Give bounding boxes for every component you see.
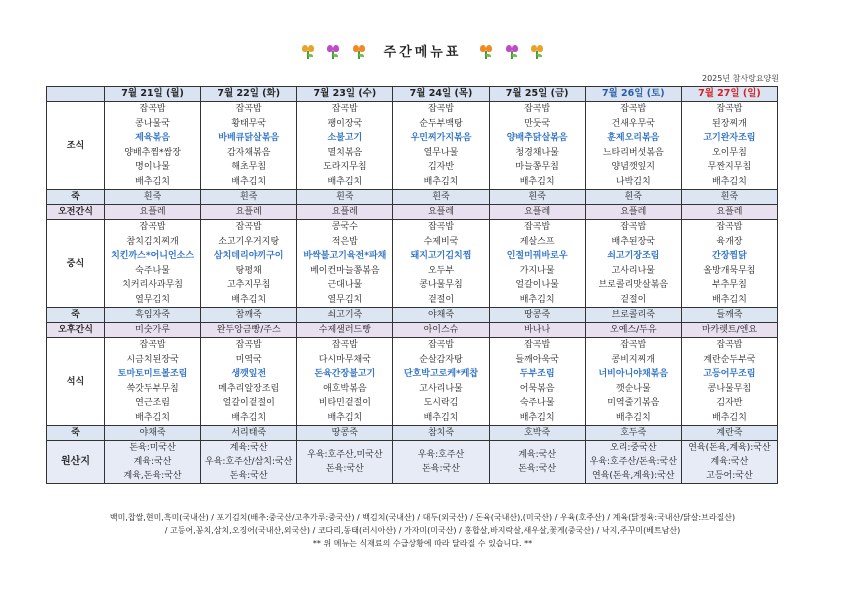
menu-cell: 아이스슈 bbox=[393, 323, 489, 338]
menu-item: 배추김치 bbox=[327, 412, 363, 423]
menu-item: 순두부백탕 bbox=[419, 118, 463, 129]
menu-item: 잡곡밥 bbox=[235, 340, 262, 350]
menu-cell: 요플레 bbox=[105, 205, 201, 220]
menu-item: 육개장 bbox=[716, 236, 743, 247]
menu-item: 청경채나물 bbox=[515, 147, 559, 158]
menu-item: 배추김치 bbox=[231, 412, 267, 423]
menu-item: 잡곡밥 bbox=[524, 104, 551, 114]
main-dish: 돼지고기김치찜 bbox=[410, 251, 472, 261]
origin-footnote: 백미,찹쌀,현미,흑미(국내산) / 포기김치(배추:중국산/고추가루:중국산) / 백김치(국내산) / 대두(외국산) / 돈육(국내산),(미국산) / 우육(호주산) / 계육(닭정육:국내산/닭살:브라질산) bbox=[109, 513, 736, 522]
main-dish: 고기완자조림 bbox=[703, 133, 756, 143]
menu-cell: 흑임자죽 bbox=[105, 308, 201, 323]
main-dish: 소불고기 bbox=[327, 133, 363, 143]
main-dish: 토마토미트볼조림 bbox=[117, 369, 188, 379]
menu-item: 잡곡밥 bbox=[427, 104, 455, 114]
main-dish: 인절미꿔바로우 bbox=[506, 251, 568, 261]
menu-item: 배추김치 bbox=[712, 176, 747, 187]
menu-item: 콩비지찌개 bbox=[611, 354, 656, 365]
menu-item: 배추김치 bbox=[231, 294, 267, 305]
main-dish: 두부조림 bbox=[519, 369, 555, 379]
menu-item: 소고기우거지탕 bbox=[218, 236, 280, 247]
meal-label: 죽 bbox=[47, 308, 105, 323]
menu-item: 배추김치 bbox=[135, 176, 170, 187]
menu-item: 배추된장국 bbox=[611, 236, 656, 247]
menu-item: 애호박볶음 bbox=[323, 383, 367, 394]
main-dish: 생깻잎전 bbox=[231, 369, 267, 379]
menu-item: 해초무침 bbox=[231, 162, 267, 172]
meal-row bbox=[47, 338, 778, 426]
menu-item: 숙주나물 bbox=[519, 398, 555, 408]
menu-item: 배추김치 bbox=[423, 176, 459, 187]
menu-item: 열무김치 bbox=[327, 294, 363, 305]
flower-icon bbox=[327, 45, 339, 59]
menu-item: 감자채볶음 bbox=[226, 147, 271, 158]
flower-icon bbox=[531, 45, 543, 59]
menu-cell bbox=[585, 338, 681, 426]
menu-cell: 완두앙금빵/주스 bbox=[201, 323, 297, 338]
menu-cell: 흰죽 bbox=[201, 190, 297, 205]
menu-item: 탕평채 bbox=[235, 265, 262, 276]
menu-cell bbox=[393, 338, 489, 426]
menu-item: 잡곡밥 bbox=[620, 104, 647, 114]
menu-item: 콩나물무침 bbox=[419, 280, 463, 290]
flower-icon bbox=[480, 45, 492, 59]
day-header: 7월 22일 (화) bbox=[201, 87, 297, 102]
menu-item: 다시마무채국 bbox=[318, 354, 371, 365]
main-dish: 돈육간장불고기 bbox=[314, 369, 376, 379]
menu-cell: 미숫가루 bbox=[105, 323, 201, 338]
menu-cell: 야채죽 bbox=[393, 308, 489, 323]
menu-item: 무짠지무침 bbox=[707, 162, 752, 172]
menu-cell: 서리태죽 bbox=[201, 426, 297, 441]
menu-item: 배추김치 bbox=[519, 412, 555, 423]
menu-cell: 흰죽 bbox=[489, 190, 585, 205]
menu-item: 멸치볶음 bbox=[327, 147, 363, 158]
menu-item: 잡곡밥 bbox=[139, 340, 166, 350]
menu-cell: 마카렛트/엔요 bbox=[681, 323, 777, 338]
menu-cell bbox=[681, 441, 777, 484]
menu-item: 브로콜리맛살볶음 bbox=[598, 280, 669, 290]
meal-row bbox=[47, 205, 778, 220]
menu-item: 잡곡밥 bbox=[331, 340, 358, 350]
menu-item: 느타리버섯볶음 bbox=[602, 147, 664, 158]
flower-decoration-left bbox=[298, 41, 368, 60]
menu-cell: 야채죽 bbox=[105, 426, 201, 441]
main-dish: 양배추닭살볶음 bbox=[506, 133, 568, 143]
origin-item: 고등어:국산 bbox=[706, 471, 753, 481]
meal-row bbox=[47, 220, 778, 308]
day-header: 7월 26일 (토) bbox=[585, 87, 681, 102]
menu-cell: 바나나 bbox=[489, 323, 585, 338]
origin-item: 계육:국산 bbox=[229, 443, 268, 453]
meal-row bbox=[47, 323, 778, 338]
meal-label: 오후간식 bbox=[47, 323, 105, 338]
meal-label: 오전간식 bbox=[47, 205, 105, 220]
menu-cell: 계란죽 bbox=[681, 426, 777, 441]
origin-item: 돈육:국산 bbox=[325, 464, 364, 474]
menu-item: 배추김치 bbox=[231, 176, 267, 187]
menu-cell: 흰죽 bbox=[105, 190, 201, 205]
menu-item: 게살스프 bbox=[519, 236, 555, 247]
menu-item: 부추무침 bbox=[712, 280, 747, 290]
menu-cell: 요플레 bbox=[393, 205, 489, 220]
menu-item: 양배추찜*쌈장 bbox=[124, 147, 181, 158]
menu-item: 참치김치찌개 bbox=[126, 236, 179, 247]
menu-item: 적은밥 bbox=[331, 236, 358, 247]
menu-item: 콩나물국 bbox=[135, 118, 170, 129]
menu-item: 잡곡밥 bbox=[620, 222, 647, 232]
meal-label: 원산지 bbox=[47, 441, 105, 484]
origin-item: 우육:호주산/돈육:국산 bbox=[589, 457, 677, 467]
menu-item: 배추김치 bbox=[519, 294, 555, 305]
menu-item: 잡곡밥 bbox=[427, 340, 455, 350]
menu-cell bbox=[201, 338, 297, 426]
meal-label: 죽 bbox=[47, 190, 105, 205]
menu-item: 얼갈이나물 bbox=[515, 280, 559, 290]
organization-label: 2025년 참사랑요양원 bbox=[702, 74, 779, 83]
menu-cell bbox=[585, 441, 681, 484]
menu-cell bbox=[489, 338, 585, 426]
menu-cell bbox=[201, 220, 297, 308]
menu-item: 잡곡밥 bbox=[139, 104, 166, 114]
day-header: 7월 21일 (월) bbox=[105, 87, 201, 102]
menu-item: 근대나물 bbox=[327, 280, 363, 290]
origin-item: 연육(돈육,계육):국산 bbox=[688, 443, 771, 453]
menu-item: 잡곡밥 bbox=[331, 104, 358, 114]
origin-item: 우육:호주산,미국산 bbox=[307, 450, 383, 460]
menu-item: 비타민겉절이 bbox=[318, 398, 371, 408]
main-dish: 제육볶음 bbox=[135, 133, 170, 143]
menu-cell bbox=[297, 441, 393, 484]
menu-cell: 흰죽 bbox=[393, 190, 489, 205]
origin-item: 오리:중국산 bbox=[610, 443, 657, 453]
origin-item: 계육,돈육:국산 bbox=[123, 471, 182, 481]
menu-cell: 흰죽 bbox=[681, 190, 777, 205]
menu-cell bbox=[489, 441, 585, 484]
menu-item: 잡곡밥 bbox=[524, 222, 551, 232]
meal-label: 석식 bbox=[47, 338, 105, 426]
menu-item: 배추김치 bbox=[615, 412, 651, 423]
menu-item: 얼갈이겉절이 bbox=[222, 398, 275, 408]
main-dish: 우민찌가지볶음 bbox=[410, 133, 472, 143]
menu-item: 쑥갓두부무침 bbox=[126, 383, 179, 394]
menu-item: 황태무국 bbox=[231, 118, 267, 129]
menu-cell bbox=[105, 220, 201, 308]
menu-item: 오이무침 bbox=[712, 147, 747, 158]
origin-item: 계육:국산 bbox=[518, 450, 557, 460]
menu-cell bbox=[105, 441, 201, 484]
page-title: 주간메뉴표 bbox=[383, 45, 462, 60]
origin-item: 연육(돈육,계육):국산 bbox=[592, 471, 675, 481]
day-header-row bbox=[47, 87, 778, 102]
menu-item: 메추리알장조림 bbox=[218, 383, 280, 394]
menu-item: 배추김치 bbox=[712, 412, 747, 423]
origin-item: 우육:호주산/삼치:국산 bbox=[205, 457, 293, 467]
menu-cell bbox=[585, 220, 681, 308]
meal-row bbox=[47, 441, 778, 484]
meal-label: 죽 bbox=[47, 426, 105, 441]
menu-item: 명이나물 bbox=[135, 162, 170, 172]
menu-item: 잡곡밥 bbox=[139, 222, 166, 232]
menu-item: 들깨아욱국 bbox=[515, 354, 559, 365]
flower-decoration-right bbox=[476, 41, 546, 60]
menu-item: 계란순두부국 bbox=[703, 354, 756, 365]
menu-cell bbox=[297, 220, 393, 308]
main-dish: 훈제오리볶음 bbox=[607, 133, 660, 143]
menu-item: 콩국수 bbox=[331, 222, 358, 232]
menu-cell bbox=[201, 441, 297, 484]
menu-cell: 참치죽 bbox=[393, 426, 489, 441]
menu-cell: 쇠고기죽 bbox=[297, 308, 393, 323]
menu-item: 팽이장국 bbox=[327, 118, 363, 129]
menu-item: 열무김치 bbox=[135, 294, 170, 305]
origin-item: 돈육:국산 bbox=[229, 471, 268, 481]
menu-item: 마늘쫑무침 bbox=[515, 162, 559, 172]
origin-footnote: / 고등어,꽁치,삼치,오징어(국내산,외국산) / 코다리,동태(러시아산) / 가자미(미국산) / 홍합살,바지락살,새우살,꽃게(중국산) / 낙지,주꾸미(베트남산) bbox=[164, 526, 681, 535]
meal-row bbox=[47, 102, 778, 190]
menu-item: 콩나물무침 bbox=[707, 383, 752, 394]
menu-item: 숙주나물 bbox=[135, 265, 170, 276]
origin-item: 계육:국산 bbox=[133, 457, 172, 467]
day-header: 7월 24일 (목) bbox=[393, 87, 489, 102]
menu-item: 고사리나물 bbox=[611, 265, 656, 276]
menu-cell: 들깨죽 bbox=[681, 308, 777, 323]
menu-item: 열무나물 bbox=[423, 147, 459, 158]
main-dish: 바베큐닭살볶음 bbox=[218, 133, 280, 143]
menu-cell: 요플레 bbox=[585, 205, 681, 220]
menu-item: 배추김치 bbox=[712, 294, 747, 305]
menu-item: 잡곡밥 bbox=[716, 104, 743, 114]
day-header: 7월 25일 (금) bbox=[489, 87, 585, 102]
menu-item: 도시락김 bbox=[423, 398, 459, 408]
menu-cell bbox=[393, 220, 489, 308]
menu-item: 잡곡밥 bbox=[620, 340, 647, 350]
menu-item: 된장찌개 bbox=[712, 118, 747, 129]
meal-label: 조식 bbox=[47, 102, 105, 190]
menu-item: 잡곡밥 bbox=[427, 222, 455, 232]
menu-item: 배추김치 bbox=[327, 176, 363, 187]
title-row bbox=[0, 40, 845, 62]
menu-cell bbox=[489, 102, 585, 190]
menu-item: 도라지무침 bbox=[323, 162, 367, 172]
menu-cell bbox=[681, 338, 777, 426]
menu-cell bbox=[585, 102, 681, 190]
menu-item: 겉절이 bbox=[427, 294, 455, 305]
menu-cell: 흰죽 bbox=[297, 190, 393, 205]
menu-cell bbox=[201, 102, 297, 190]
main-dish: 너비아니야채볶음 bbox=[598, 369, 669, 379]
menu-item: 고사리나물 bbox=[419, 383, 463, 394]
flower-icon bbox=[353, 45, 365, 59]
menu-item: 김자반 bbox=[427, 162, 455, 172]
menu-item: 배추김치 bbox=[423, 412, 459, 423]
menu-item: 연근조림 bbox=[135, 398, 170, 408]
day-header: 7월 23일 (수) bbox=[297, 87, 393, 102]
menu-item: 김자반 bbox=[716, 398, 743, 408]
menu-cell: 호두죽 bbox=[585, 426, 681, 441]
meal-row bbox=[47, 190, 778, 205]
menu-cell bbox=[297, 102, 393, 190]
menu-item: 어묵볶음 bbox=[519, 383, 555, 394]
menu-item: 잡곡밥 bbox=[524, 340, 551, 350]
meal-label: 중식 bbox=[47, 220, 105, 308]
menu-cell: 참깨죽 bbox=[201, 308, 297, 323]
menu-cell: 땅콩죽 bbox=[489, 308, 585, 323]
flower-icon bbox=[506, 45, 518, 59]
menu-cell bbox=[393, 441, 489, 484]
menu-item: 잡곡밥 bbox=[235, 222, 262, 232]
menu-item: 수제비국 bbox=[423, 236, 459, 247]
menu-item: 나박김치 bbox=[615, 176, 651, 187]
menu-item: 가지나물 bbox=[519, 265, 555, 276]
menu-item: 베이컨마늘쫑볶음 bbox=[310, 265, 380, 276]
meal-row bbox=[47, 308, 778, 323]
menu-item: 만둣국 bbox=[524, 118, 551, 129]
flower-icon bbox=[302, 45, 314, 59]
menu-item: 올방개묵무침 bbox=[703, 265, 756, 276]
menu-item: 순살감자탕 bbox=[419, 354, 463, 365]
origin-item: 돈육:국산 bbox=[518, 464, 557, 474]
day-header: 7월 27일 (일) bbox=[681, 87, 777, 102]
main-dish: 바싹불고기육전*파채 bbox=[303, 251, 387, 261]
origin-item: 우육:호주산 bbox=[417, 450, 465, 460]
menu-cell: 요플레 bbox=[297, 205, 393, 220]
menu-cell bbox=[489, 220, 585, 308]
main-dish: 간장찜닭 bbox=[712, 251, 747, 261]
menu-item: 잡곡밥 bbox=[716, 222, 743, 232]
origin-item: 돈육:미국산 bbox=[129, 443, 176, 453]
main-dish: 치킨까스*어니언소스 bbox=[111, 251, 195, 261]
main-dish: 쇠고기장조림 bbox=[607, 251, 660, 261]
main-dish: 고등어무조림 bbox=[703, 369, 756, 379]
corner-cell bbox=[47, 87, 105, 102]
menu-item: 깻순나물 bbox=[615, 383, 651, 394]
menu-item: 미역국 bbox=[235, 354, 262, 365]
menu-item: 시금치된장국 bbox=[126, 354, 179, 365]
menu-cell: 브로콜리죽 bbox=[585, 308, 681, 323]
menu-cell: 요플레 bbox=[681, 205, 777, 220]
menu-item: 잡곡밥 bbox=[716, 340, 743, 350]
main-dish: 단호박고로케*케찹 bbox=[403, 369, 479, 379]
main-dish: 삼치데리야끼구이 bbox=[213, 251, 284, 261]
origin-item: 계육:국산 bbox=[710, 457, 749, 467]
menu-cell: 요플레 bbox=[489, 205, 585, 220]
menu-item: 오두부 bbox=[427, 265, 455, 276]
menu-item: 건새우무국 bbox=[611, 118, 656, 129]
menu-item: 겉절이 bbox=[620, 294, 647, 305]
menu-item: 배추김치 bbox=[519, 176, 555, 187]
meal-row bbox=[47, 426, 778, 441]
weekly-menu-table bbox=[46, 86, 778, 484]
origin-item: 돈육:국산 bbox=[422, 464, 460, 474]
menu-cell bbox=[105, 102, 201, 190]
menu-item: 잡곡밥 bbox=[235, 104, 262, 114]
menu-cell: 호박죽 bbox=[489, 426, 585, 441]
menu-item: 고추지무침 bbox=[226, 280, 271, 290]
notice-text: ** 위 메뉴는 식재료의 수급상황에 따라 달라질 수 있습니다. ** bbox=[312, 539, 533, 548]
menu-item: 치커리사과무침 bbox=[122, 280, 183, 290]
menu-cell bbox=[681, 102, 777, 190]
menu-cell bbox=[297, 338, 393, 426]
menu-cell bbox=[393, 102, 489, 190]
menu-cell bbox=[105, 338, 201, 426]
menu-cell: 오예스/두유 bbox=[585, 323, 681, 338]
menu-cell: 땅콩죽 bbox=[297, 426, 393, 441]
menu-item: 배추김치 bbox=[135, 412, 170, 423]
menu-item: 양념깻잎지 bbox=[611, 162, 656, 172]
menu-cell bbox=[681, 220, 777, 308]
menu-cell: 흰죽 bbox=[585, 190, 681, 205]
menu-cell: 요플레 bbox=[201, 205, 297, 220]
menu-cell: 수제샐러드빵 bbox=[297, 323, 393, 338]
menu-item: 미역줄기볶음 bbox=[607, 398, 660, 408]
